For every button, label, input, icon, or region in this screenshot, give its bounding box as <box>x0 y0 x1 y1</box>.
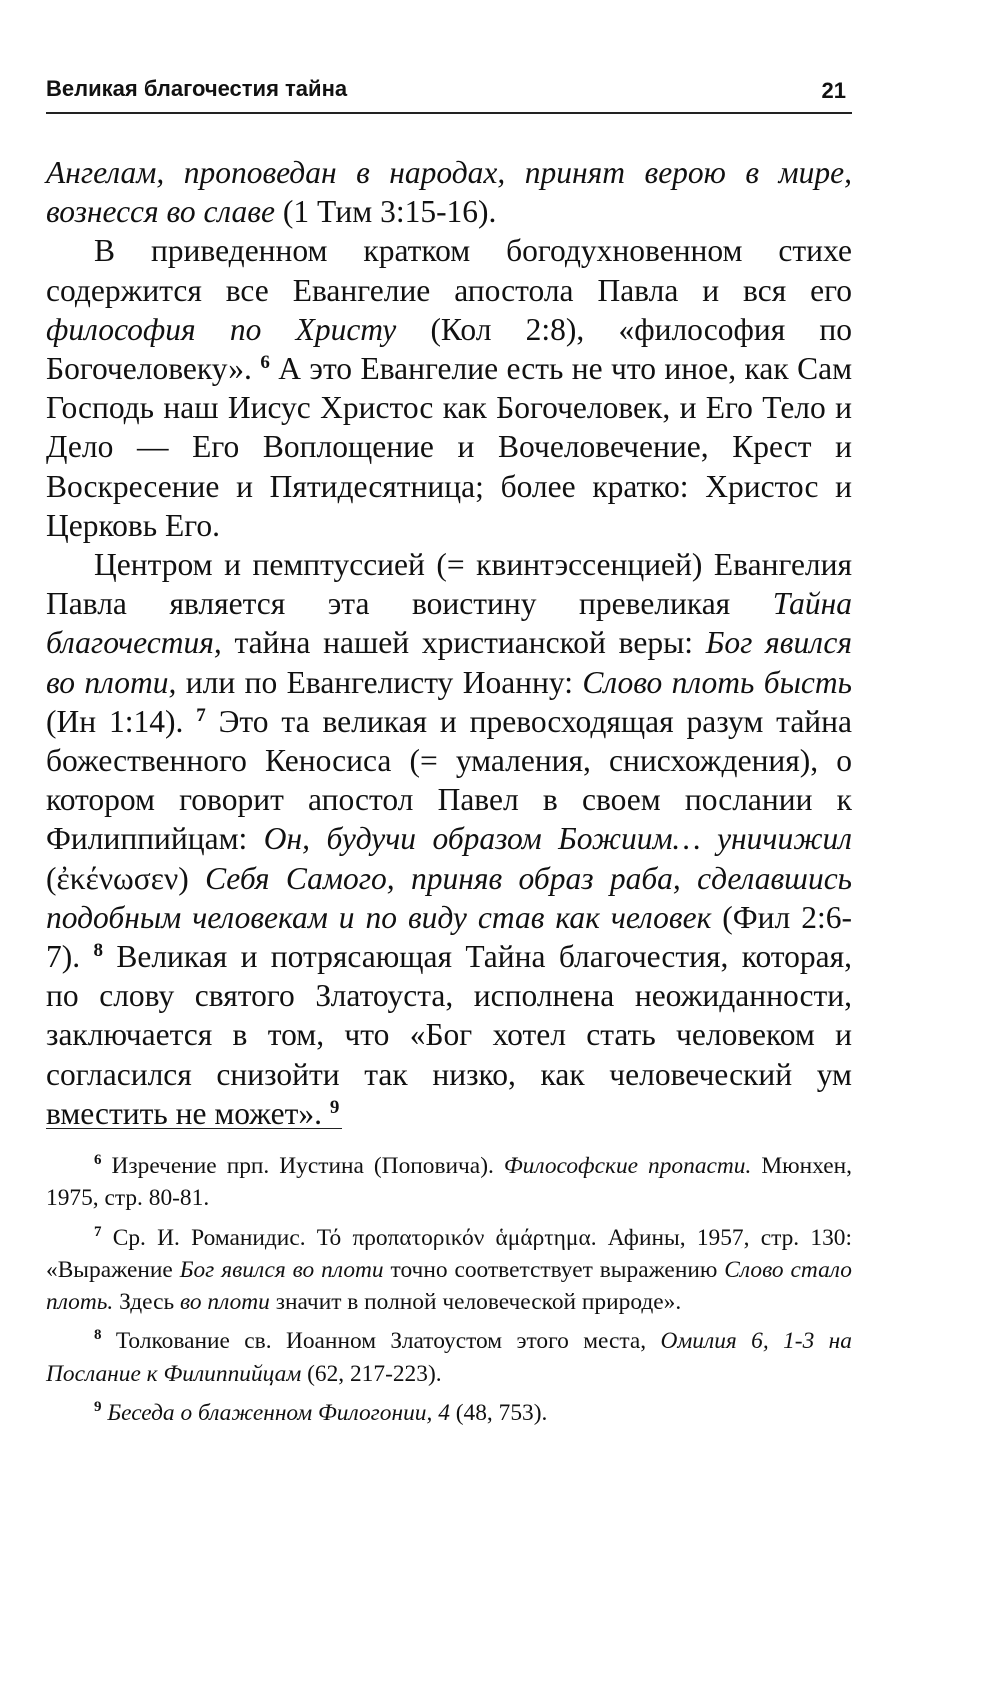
paragraph-1 <box>46 153 852 231</box>
text-run: тайна нашей христианской веры: <box>221 625 706 661</box>
reference: (1 Тим 3:15-16). <box>274 194 497 230</box>
text-run: Великая и потрясающая Тайна благочестия, которая, по слову святого Златоуста, исполнена неожиданности, заключается в том, что «Бог хотел стать человеком и согласился снизойти так низко, как человеческий ум вместить не может». <box>46 939 852 1131</box>
emphasis: Бог явился во плоти <box>179 1256 384 1283</box>
page-number: 21 <box>821 78 846 103</box>
emphasis: Беседа о блаженном Филогонии, 4 <box>107 1400 450 1427</box>
footnote-ref-7[interactable]: 7 <box>196 704 206 726</box>
text-run: А это Евангелие есть не что иное, как Сам Господь наш Иисус Христос как Богочеловек, и Его Тело и Дело — Его Воплощение и Вочеловечение, Крест и Воскресение и Пятидесятница; более кратко: Христос и Церковь Его. <box>46 351 853 543</box>
text-run: (48, 753). <box>449 1400 548 1427</box>
greek-word: (ἐκένωσεν) <box>46 860 206 896</box>
emphasis: Философские пропасти. <box>503 1153 752 1179</box>
emphasis: Бог явился во плоти, <box>46 625 852 700</box>
paragraph-2 <box>46 231 852 545</box>
scripture-quote: Ангелам, проповедан в народах, принят верою в мире, вознесся во славе <box>46 155 852 230</box>
text-run: Ср. И. Романидис. Τό προπατορικόν ἁμάρτημα. Афины, 1957, стр. 130: «Выражение <box>46 1224 852 1283</box>
footnote-separator <box>46 1128 342 1129</box>
text-run: (Кол 2:8), «философия по Богочеловеку». <box>46 311 852 387</box>
footnote-number: 7 <box>94 1223 102 1240</box>
footnote-ref-6[interactable]: 6 <box>260 352 270 374</box>
page-header <box>46 70 852 110</box>
emphasis: Слово плоть бысть <box>582 664 852 700</box>
footnote-number: 9 <box>94 1399 102 1416</box>
footnote-7 <box>46 1222 852 1319</box>
header-rule <box>46 112 852 114</box>
text-run: (62, 217-223). <box>301 1360 442 1387</box>
text-run: точно соответствует выражению <box>383 1256 725 1283</box>
footnote-9 <box>46 1397 852 1429</box>
emphasis: Он, будучи образом Божиим… уничижил <box>263 821 852 857</box>
text-run: Здесь <box>113 1289 181 1316</box>
text-run: значит в полной человеческой природе». <box>269 1289 682 1316</box>
main-text <box>46 153 852 1133</box>
text-run: (Ин 1:14). <box>46 703 184 739</box>
emphasis: Тайна благочестия, <box>46 586 852 661</box>
text-run: или по Евангелисту Иоанну: <box>176 664 583 700</box>
emphasis: во плоти <box>180 1289 270 1316</box>
text-run: Изречение прп. Иустина (Поповича). <box>101 1153 504 1179</box>
footnotes <box>46 1150 852 1436</box>
emphasis: философия по Христу <box>46 311 397 347</box>
paragraph-3 <box>46 545 852 1133</box>
footnote-number: 6 <box>94 1152 102 1168</box>
text-run: Это та великая и превосходящая разум тайна божественного Кеносиса (= умаления, снисхождения), о котором говорит апостол Павел в своем послании к Филиппийцам: <box>46 703 852 857</box>
text-run: В приведенном кратком богодухновенном стихе содержится все Евангелие апостола Павла и вся его <box>46 233 852 308</box>
footnote-ref-9[interactable]: 9 <box>329 1096 340 1118</box>
emphasis: Омилия 6, 1-3 на Послание к Филиппийцам <box>46 1328 852 1387</box>
text-run: (Фил 2:6-7). <box>46 899 852 975</box>
footnote-ref-8[interactable]: 8 <box>93 940 103 962</box>
footnote-number: 8 <box>94 1327 102 1344</box>
footnote-6 <box>46 1150 852 1215</box>
footnote-8 <box>46 1325 852 1390</box>
emphasis: Себя Самого, приняв образ раба, сделавшись подобным человекам и по виду став как человек <box>46 860 853 935</box>
emphasis: Слово стало плоть. <box>46 1256 852 1316</box>
running-title: Великая благочестия тайна <box>46 76 348 101</box>
text-run: Толкование св. Иоанном Златоустом этого места, <box>101 1328 661 1355</box>
text-run: Мюнхен, 1975, стр. 80-81. <box>46 1153 852 1212</box>
text-run: Центром и пемптуссией (= квинтэссенцией) Евангелия Павла является эта воистину превеликая <box>46 547 852 622</box>
